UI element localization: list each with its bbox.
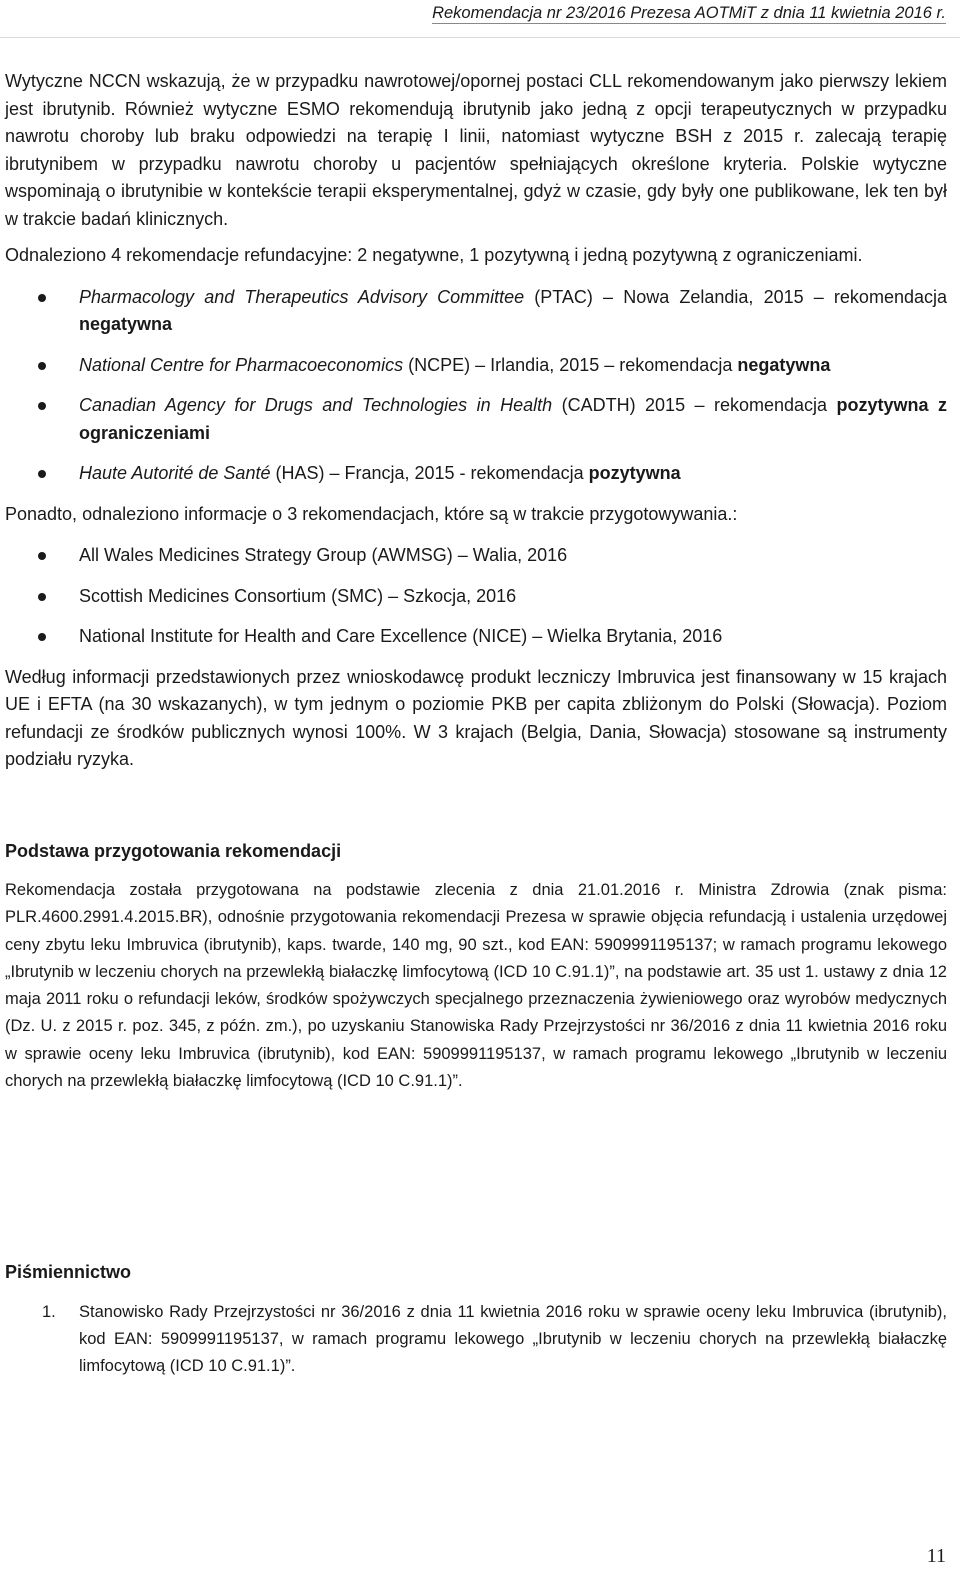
- paragraph-guidelines: Wytyczne NCCN wskazują, że w przypadku nawrotowej/opornej postaci CLL rekomendowanym jako pierwszy lekiem jest ibrutynib. Również wytyczne ESMO rekomendują ibrutynib jako jedną z opcji terapeutycznych w przypadku nawrotu choroby lub braku odpowiedzi na terapię I linii, natomiast wytyczne BSH z 2015 r. zalecają terapię ibrutynibem w przypadku nawrotu choroby u pacjentów spełniających określone kryteria. Polskie wytyczne wspominają o ibrutynibie w kontekście terapii eksperymentalnej, gdyż w czasie, gdy były one publikowane, lek ten był w trakcie badań klinicznych.: [5, 71, 947, 229]
- pending-list: [5, 542, 947, 651]
- section-heading-bibliography: Piśmiennictwo: [5, 1262, 132, 1283]
- bullet-icon: [38, 402, 46, 410]
- bullet-icon: [38, 294, 46, 302]
- bullet-icon: [38, 593, 46, 601]
- bibliography-list: [5, 1299, 947, 1380]
- bullet-icon: [38, 552, 46, 560]
- paragraph-financing: Według informacji przedstawionych przez wnioskodawcę produkt leczniczy Imbruvica jest finansowany w 15 krajach UE i EFTA (na 30 wskazanych), w tym jednym o poziomie PKB per capita zbliżonym do Polski (Słowacja). Poziom refundacji ze środków publicznych wynosi 100%. W 3 krajach (Belgia, Dania, Słowacja) stosowane są instrumenty podziału ryzyka.: [5, 666, 947, 769]
- bullet-icon: [38, 362, 46, 370]
- list-item: Canadian Agency for Drugs and Technologies in Health (CADTH) 2015 – rekomendacja pozytywna z ograniczeniami: [5, 392, 947, 447]
- paragraph-pending-intro: Ponadto, odnaleziono informacje o 3 rekomendacjach, które są w trakcie przygotowywania.:: [5, 503, 738, 524]
- list-item: Haute Autorité de Santé (HAS) – Francja, 2015 - rekomendacja pozytywna: [5, 460, 947, 488]
- section-heading-basis: Podstawa przygotowania rekomendacji: [5, 840, 342, 861]
- page-header: Rekomendacja nr 23/2016 Prezesa AOTMiT z dnia 11 kwietnia 2016 r.: [432, 4, 946, 22]
- paragraph-basis: Rekomendacja została przygotowana na podstawie zlecenia z dnia 21.01.2016 r. Ministra Zdrowia (znak pisma: PLR.4600.2991.4.2015.BR), odnośnie przygotowania rekomendacji Prezesa w sprawie objęcia refundacją i ustalenia urzędowej ceny zbytu leku Imbruvica (ibrutynib), kaps. twarde, 140 mg, 90 szt., kod EAN: 5909991195137; w ramach programu lekowego „Ibrutynib w leczeniu chorych na przewlekłą białaczkę limfocytową (ICD 10 C.91.1)”, na podstawie art. 35 ust 1. ustawy z dnia 12 maja 2011 roku o refundacji leków, środków spożywczych specjalnego przeznaczenia żywieniowego oraz wyrobów medycznych (Dz. U. z 2015 r. poz. 345, z późn. zm.), po uzyskaniu Stanowiska Rady Przejrzystości nr 36/2016 z dnia 11 kwietnia 2016 roku w sprawie oceny leku Imbruvica (ibrutynib), kod EAN: 5909991195137, w ramach programu lekowego „Ibrutynib w leczeniu chorych na przewlekłą białaczkę limfocytową (ICD 10 C.91.1)”.: [5, 881, 947, 1091]
- document-body: [5, 68, 947, 1380]
- recommendations-list: [5, 284, 947, 488]
- list-item: Scottish Medicines Consortium (SMC) – Szkocja, 2016: [5, 583, 947, 611]
- paragraph-recommendations-count: Odnaleziono 4 rekomendacje refundacyjne: 2 negatywne, 1 pozytywną i jedną pozytywną z ograniczeniami.: [5, 245, 863, 265]
- list-item: 1. Stanowisko Rady Przejrzystości nr 36/2016 z dnia 11 kwietnia 2016 roku w sprawie oceny leku Imbruvica (ibrutynib), kod EAN: 5909991195137, w ramach programu lekowego „Ibrutynib w leczeniu chorych na przewlekłą białaczkę limfocytową (ICD 10 C.91.1)”.: [42, 1302, 947, 1375]
- page-number: 11: [926, 1545, 946, 1567]
- list-item: National Institute for Health and Care Excellence (NICE) – Wielka Brytania, 2016: [5, 623, 947, 651]
- bullet-icon: [38, 633, 46, 641]
- list-item: All Wales Medicines Strategy Group (AWMSG) – Walia, 2016: [5, 542, 947, 570]
- bullet-icon: [38, 470, 46, 478]
- list-item: Pharmacology and Therapeutics Advisory Committee (PTAC) – Nowa Zelandia, 2015 – rekomendacja negatywna: [5, 284, 947, 339]
- list-item: National Centre for Pharmacoeconomics (NCPE) – Irlandia, 2015 – rekomendacja negatywna: [5, 352, 947, 380]
- header-divider: [0, 37, 960, 38]
